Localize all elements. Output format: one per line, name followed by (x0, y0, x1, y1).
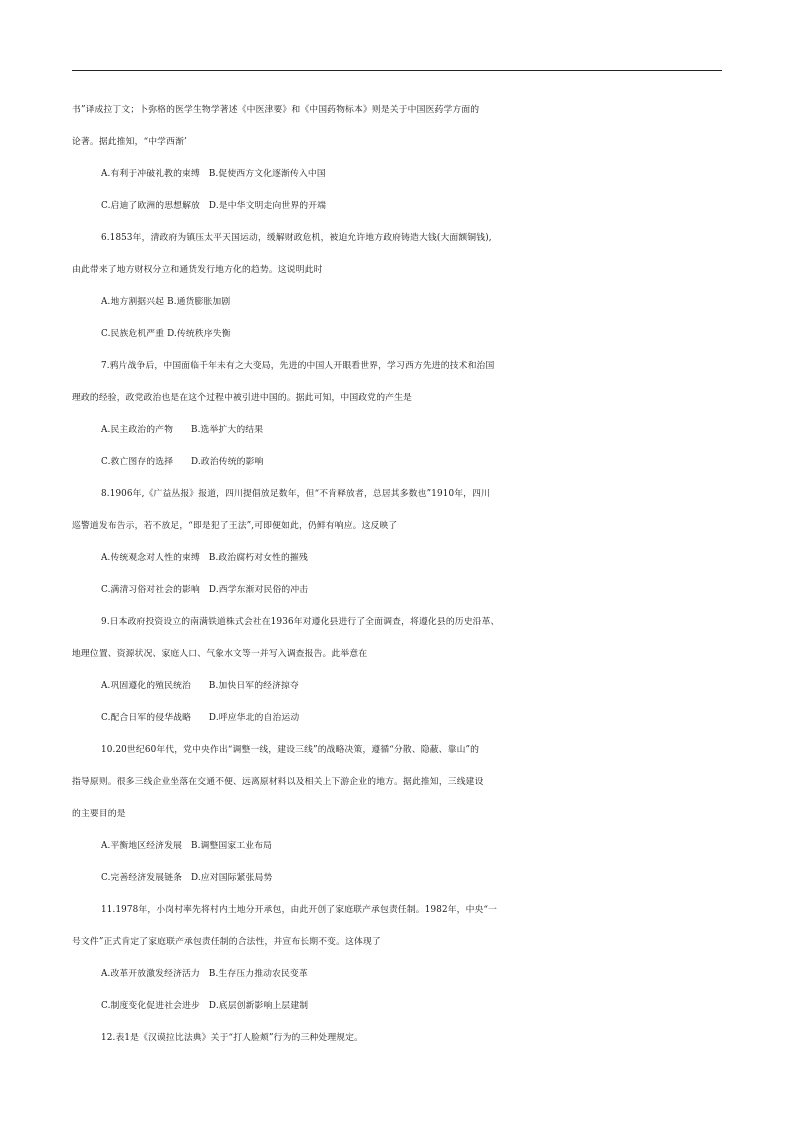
q11-stem-line-1: 11.1978年，小岗村率先将村内土地分开承包，由此开创了家庭联产承包责任制。1982年，中央“一 (101, 905, 498, 915)
q11-options-cd: C.制度变化促进社会进步 D.底层创新影响上层建制 (101, 1001, 309, 1011)
q9-stem-line-1: 9.日本政府投资设立的南满铁道株式会社在1936年对遵化县进行了全面调查，将遵化县的历史沿革、 (101, 617, 500, 627)
q6-options-cd: C.民族危机严重 D.传统秩序失衡 (101, 329, 231, 339)
q11-options-ab: A.改革开放激发经济活力 B.生存压力推动农民变革 (101, 969, 308, 979)
q7-options-cd: C.救亡图存的选择 D.政治传统的影响 (101, 457, 264, 467)
q9-options-cd: C.配合日军的侵华战略 D.呼应华北的自治运动 (101, 713, 300, 723)
q8-stem-line-1: 8.1906年,《广益丛报》报道，四川提倡放足数年，但“不肯释放者，总居其多数也”1910年，四川 (101, 489, 490, 499)
q5-stem-line-2: 论著。据此推知，“中学西渐’ (72, 137, 187, 147)
header-rule (72, 70, 722, 71)
q7-options-ab: A.民主政治的产物 B.选举扩大的结果 (101, 425, 264, 435)
q7-stem-line-2: 理政的经验，政党政治也是在这个过程中被引进中国的。据此可知，中国政党的产生是 (72, 393, 412, 403)
q5-options-ab: A.有利于冲破礼教的束缚 B.促使西方文化逐渐传入中国 (101, 169, 326, 179)
q9-options-ab: A.巩固遵化的殖民统治 B.加快日军的经济掠夺 (101, 681, 299, 691)
q8-options-ab: A.传统观念对人性的束缚 B.政治腐朽对女性的摧残 (101, 553, 308, 563)
q6-options-ab: A.地方割据兴起 B.通货膨胀加剧 (101, 297, 231, 307)
q12-stem-line-1: 12.表1是《汉谟拉比法典》关于“打人脸颊”行为的三种处理规定。 (101, 1033, 364, 1043)
q6-stem-line-2: 由此带来了地方财权分立和通货发行地方化的趋势。这说明此时 (72, 265, 323, 275)
q9-stem-line-2: 地理位置、资源状况、家庭人口、气象水文等一并写入调查报告。此举意在 (72, 649, 368, 659)
q10-stem-line-1: 10.20世纪60年代，党中央作出“调整一线，建设三线”的战略决策，遵循“分散、隐蔽、靠山”的 (101, 745, 480, 755)
q8-options-cd: C.满清习俗对社会的影响 D.西学东渐对民俗的冲击 (101, 585, 309, 595)
q10-stem-line-3: 的主要目的是 (72, 809, 126, 819)
q7-stem-line-1: 7.鸦片战争后，中国面临千年未有之大变局，先进的中国人开眼看世界，学习西方先进的技术和治国 (101, 361, 495, 371)
q5-options-cd: C.启迪了欧洲的思想解放 D.是中华文明走向世界的开端 (101, 201, 327, 211)
q10-stem-line-2: 指导原则。很多三线企业坐落在交通不便、远离原材料以及相关上下游企业的地方。据此推知，三线建设 (72, 777, 484, 787)
q8-stem-line-2: 巡警道发布告示，若不放足，“即是犯了王法”,可即便如此，仍鲜有响应。这反映了 (72, 521, 398, 531)
q6-stem-line-1: 6.1853年，清政府为镇压太平天国运动，缓解财政危机，被迫允许地方政府铸造大钱(大面额铜钱), (101, 233, 492, 243)
q11-stem-line-2: 号文件”正式肯定了家庭联产承包责任制的合法性，并宣布长期不变。这体现了 (72, 937, 381, 947)
q10-options-cd: C.完善经济发展链条 D.应对国际紧张局势 (101, 873, 273, 883)
q10-options-ab: A.平衡地区经济发展 B.调整国家工业布局 (101, 841, 273, 851)
q5-stem-line-1: 书”译成拉丁文；卜弥格的医学生物学著述《中医津要》和《中国药物标本》则是关于中国医药学方面的 (72, 105, 480, 115)
